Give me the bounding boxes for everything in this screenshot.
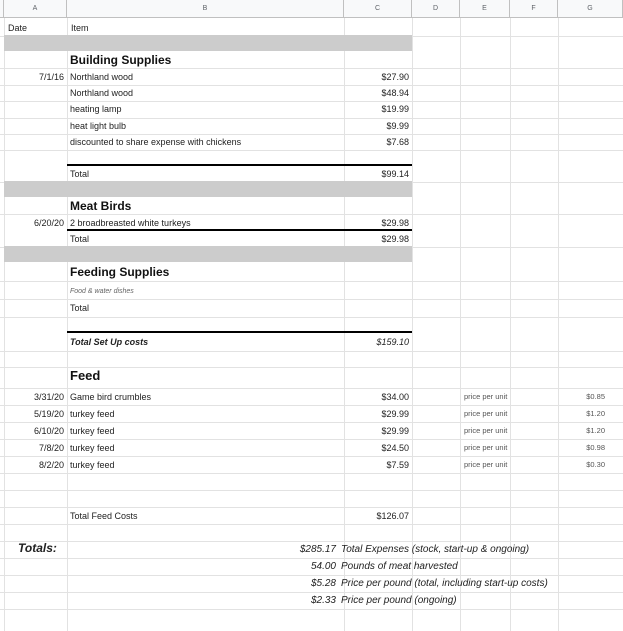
gridline (0, 281, 623, 282)
feeding-title[interactable]: Feeding Supplies (70, 265, 170, 279)
feed-cost-3[interactable]: $29.99 (381, 426, 409, 436)
column-header-d[interactable]: D (412, 0, 460, 18)
total-border (67, 331, 412, 333)
gridline (510, 18, 511, 631)
gridline (0, 473, 623, 474)
totals-desc-4[interactable]: Price per pound (ongoing) (341, 595, 457, 606)
meat-total-label[interactable]: Total (70, 234, 90, 244)
totals-value-3[interactable]: $5.28 (310, 578, 336, 589)
feed-item-2[interactable]: turkey feed (70, 409, 115, 419)
building-total-label[interactable]: Total (70, 169, 90, 179)
feed-date-4[interactable]: 7/8/20 (38, 443, 64, 453)
feed-total-label[interactable]: Total Feed Costs (70, 511, 138, 521)
meat-title[interactable]: Meat Birds (70, 199, 132, 213)
feed-date-5[interactable]: 8/2/20 (38, 460, 64, 470)
gridline (558, 18, 559, 631)
setup-total-label[interactable]: Total Set Up costs (70, 337, 149, 347)
feed-unit-price-3[interactable]: $1.20 (586, 426, 605, 435)
feed-cost-2[interactable]: $29.99 (381, 409, 409, 419)
building-cost-2[interactable]: $48.94 (381, 88, 409, 98)
feed-unit-label-5[interactable]: price per unit (464, 460, 508, 469)
gridline (0, 317, 623, 318)
feed-unit-label-2[interactable]: price per unit (464, 409, 508, 418)
building-item-4[interactable]: heat light bulb (70, 121, 127, 131)
feed-unit-price-5[interactable]: $0.30 (586, 460, 605, 469)
feed-item-4[interactable]: turkey feed (70, 443, 115, 453)
building-cost-1[interactable]: $27.90 (381, 72, 409, 82)
totals-desc-1[interactable]: Total Expenses (stock, start-up & ongoing) (341, 544, 530, 555)
header-date[interactable]: Date (8, 23, 28, 33)
feed-unit-label-1[interactable]: price per unit (464, 392, 508, 401)
totals-label[interactable]: Totals: (18, 541, 57, 555)
setup-total-value[interactable]: $159.10 (376, 337, 409, 347)
feed-item-5[interactable]: turkey feed (70, 460, 115, 470)
gridline (0, 150, 623, 151)
feed-unit-price-2[interactable]: $1.20 (586, 409, 605, 418)
gridline (0, 609, 623, 610)
column-header-e[interactable]: E (460, 0, 510, 18)
totals-desc-2[interactable]: Pounds of meat harvested (341, 561, 458, 572)
gridline (4, 18, 5, 631)
meat-cost[interactable]: $29.98 (381, 218, 409, 228)
totals-desc-3[interactable]: Price per pound (total, including start-up costs) (341, 578, 548, 589)
building-item-5[interactable]: discounted to share expense with chickens (70, 137, 242, 147)
column-header-row (0, 0, 623, 18)
building-item-1[interactable]: Northland wood (70, 72, 134, 82)
meat-total-value[interactable]: $29.98 (381, 234, 409, 244)
feed-date-1[interactable]: 3/31/20 (33, 392, 64, 402)
meat-item[interactable]: 2 broadbreasted white turkeys (70, 218, 191, 228)
column-header-b[interactable]: B (67, 0, 344, 18)
gridline (0, 524, 623, 525)
feeding-total-label[interactable]: Total (70, 303, 90, 313)
feed-cost-4[interactable]: $24.50 (381, 443, 409, 453)
totals-value-4[interactable]: $2.33 (310, 595, 336, 606)
building-cost-3[interactable]: $19.99 (381, 104, 409, 114)
totals-value-2[interactable]: 54.00 (310, 561, 336, 572)
section-separator (4, 246, 412, 262)
header-item[interactable]: Item (71, 23, 89, 33)
gridline (67, 18, 68, 631)
building-cost-4[interactable]: $9.99 (386, 121, 409, 131)
feed-unit-label-3[interactable]: price per unit (464, 426, 508, 435)
column-header-a[interactable]: A (4, 0, 67, 18)
building-cost-5[interactable]: $7.68 (386, 137, 409, 147)
building-total-value[interactable]: $99.14 (381, 169, 409, 179)
feed-cost-5[interactable]: $7.59 (386, 460, 409, 470)
building-item-2[interactable]: Northland wood (70, 88, 134, 98)
meat-date[interactable]: 6/20/20 (33, 218, 64, 228)
feed-total-value[interactable]: $126.07 (376, 511, 409, 521)
gridline (0, 490, 623, 491)
building-date[interactable]: 7/1/16 (38, 72, 64, 82)
gridline (460, 18, 461, 631)
section-separator (4, 181, 412, 197)
section-separator (4, 35, 412, 51)
column-header-f[interactable]: F (510, 0, 558, 18)
feed-date-3[interactable]: 6/10/20 (33, 426, 64, 436)
feed-cost-1[interactable]: $34.00 (381, 392, 409, 402)
totals-value-1[interactable]: $285.17 (299, 544, 336, 555)
building-title[interactable]: Building Supplies (70, 53, 172, 67)
feed-title[interactable]: Feed (70, 368, 101, 383)
feed-date-2[interactable]: 5/19/20 (33, 409, 64, 419)
building-item-3[interactable]: heating lamp (70, 104, 122, 114)
feed-unit-price-1[interactable]: $0.85 (586, 392, 605, 401)
feeding-note[interactable]: Food & water dishes (70, 288, 134, 295)
column-header-g[interactable]: G (558, 0, 623, 18)
column-header-c[interactable]: C (344, 0, 412, 18)
feed-unit-price-4[interactable]: $0.98 (586, 443, 605, 452)
feed-unit-label-4[interactable]: price per unit (464, 443, 508, 452)
gridline (412, 18, 413, 631)
feed-item-3[interactable]: turkey feed (70, 426, 115, 436)
feed-item-1[interactable]: Game bird crumbles (70, 392, 152, 402)
gridline (0, 351, 623, 352)
